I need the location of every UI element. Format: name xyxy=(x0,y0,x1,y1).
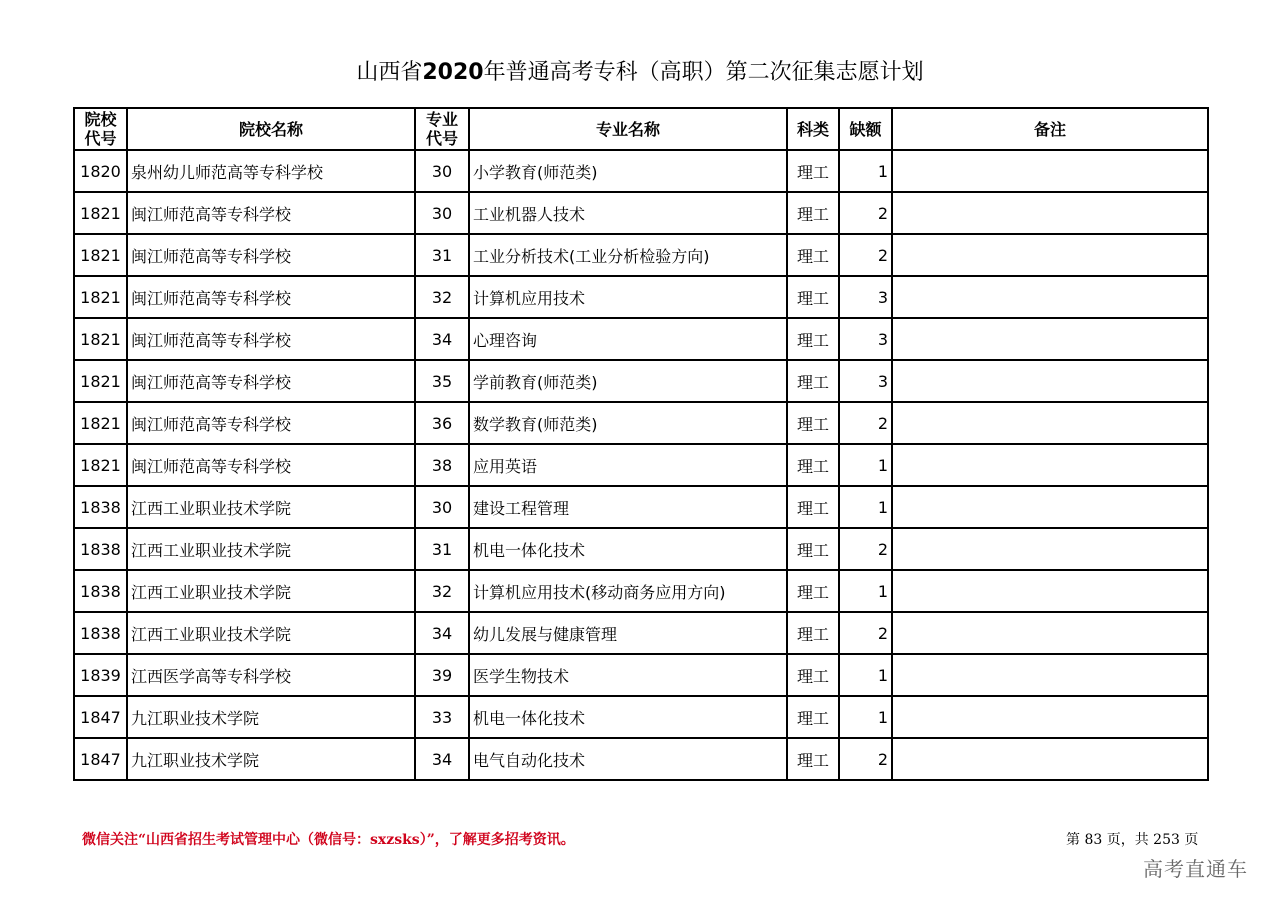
cell-major-code: 33 xyxy=(415,696,469,738)
cell-note xyxy=(892,234,1208,276)
cell-note xyxy=(892,276,1208,318)
cell-major-name: 小学教育(师范类) xyxy=(469,150,787,192)
table-row xyxy=(74,570,1208,612)
cell-category: 理工 xyxy=(787,738,839,780)
cell-major-name: 建设工程管理 xyxy=(469,486,787,528)
cell-category: 理工 xyxy=(787,150,839,192)
cell-quota: 2 xyxy=(839,528,892,570)
cell-school-code: 1820 xyxy=(74,150,127,192)
cell-school-code: 1847 xyxy=(74,696,127,738)
cell-quota: 1 xyxy=(839,696,892,738)
title-year: 2020 xyxy=(422,60,484,85)
cell-category: 理工 xyxy=(787,696,839,738)
cell-major-code: 31 xyxy=(415,528,469,570)
cell-school-name: 江西工业职业技术学院 xyxy=(127,528,415,570)
header-school-code: 院校 代号 xyxy=(74,108,127,150)
cell-school-code: 1821 xyxy=(74,360,127,402)
cell-note xyxy=(892,402,1208,444)
cell-major-code: 30 xyxy=(415,150,469,192)
cell-quota: 1 xyxy=(839,654,892,696)
cell-school-name: 泉州幼儿师范高等专科学校 xyxy=(127,150,415,192)
table-row xyxy=(74,528,1208,570)
cell-school-code: 1838 xyxy=(74,528,127,570)
cell-school-code: 1821 xyxy=(74,234,127,276)
cell-school-name: 闽江师范高等专科学校 xyxy=(127,360,415,402)
cell-school-name: 江西工业职业技术学院 xyxy=(127,486,415,528)
cell-quota: 1 xyxy=(839,486,892,528)
cell-school-code: 1847 xyxy=(74,738,127,780)
cell-quota: 2 xyxy=(839,612,892,654)
cell-school-name: 闽江师范高等专科学校 xyxy=(127,318,415,360)
cell-school-name: 闽江师范高等专科学校 xyxy=(127,444,415,486)
cell-category: 理工 xyxy=(787,654,839,696)
cell-note xyxy=(892,444,1208,486)
cell-category: 理工 xyxy=(787,318,839,360)
wechat-notice: 微信关注“山西省招生考试管理中心（微信号：sxzsks）”，了解更多招考资讯。 xyxy=(82,832,575,848)
cell-school-code: 1821 xyxy=(74,276,127,318)
cell-school-name: 闽江师范高等专科学校 xyxy=(127,276,415,318)
cell-category: 理工 xyxy=(787,570,839,612)
cell-category: 理工 xyxy=(787,528,839,570)
cell-school-name: 江西工业职业技术学院 xyxy=(127,612,415,654)
cell-category: 理工 xyxy=(787,360,839,402)
header-quota: 缺额 xyxy=(839,108,892,150)
cell-major-name: 计算机应用技术(移动商务应用方向) xyxy=(469,570,787,612)
table-header-row xyxy=(74,108,1208,150)
table-row xyxy=(74,444,1208,486)
cell-major-code: 34 xyxy=(415,738,469,780)
cell-major-name: 应用英语 xyxy=(469,444,787,486)
cell-major-code: 30 xyxy=(415,192,469,234)
cell-major-name: 数学教育(师范类) xyxy=(469,402,787,444)
title-prefix: 山西省 xyxy=(356,60,423,85)
table-row xyxy=(74,192,1208,234)
cell-major-code: 39 xyxy=(415,654,469,696)
cell-note xyxy=(892,486,1208,528)
table-row xyxy=(74,486,1208,528)
cell-note xyxy=(892,360,1208,402)
cell-school-code: 1839 xyxy=(74,654,127,696)
cell-school-name: 闽江师范高等专科学校 xyxy=(127,192,415,234)
cell-quota: 3 xyxy=(839,318,892,360)
cell-school-code: 1821 xyxy=(74,444,127,486)
page-title xyxy=(0,58,1280,88)
header-note: 备注 xyxy=(892,108,1208,150)
cell-quota: 1 xyxy=(839,444,892,486)
cell-quota: 3 xyxy=(839,276,892,318)
table-row xyxy=(74,360,1208,402)
table-row xyxy=(74,696,1208,738)
table-row xyxy=(74,738,1208,780)
cell-major-code: 32 xyxy=(415,276,469,318)
cell-school-name: 闽江师范高等专科学校 xyxy=(127,402,415,444)
table-row xyxy=(74,654,1208,696)
cell-category: 理工 xyxy=(787,192,839,234)
cell-major-code: 34 xyxy=(415,612,469,654)
cell-school-name: 江西工业职业技术学院 xyxy=(127,570,415,612)
cell-note xyxy=(892,654,1208,696)
cell-school-name: 江西医学高等专科学校 xyxy=(127,654,415,696)
cell-school-code: 1821 xyxy=(74,402,127,444)
cell-category: 理工 xyxy=(787,486,839,528)
table-row xyxy=(74,150,1208,192)
cell-note xyxy=(892,150,1208,192)
cell-major-name: 工业机器人技术 xyxy=(469,192,787,234)
table-row xyxy=(74,234,1208,276)
cell-quota: 2 xyxy=(839,402,892,444)
watermark: 高考直通车 xyxy=(1143,857,1248,881)
header-major-name: 专业名称 xyxy=(469,108,787,150)
cell-major-code: 35 xyxy=(415,360,469,402)
cell-note xyxy=(892,192,1208,234)
cell-quota: 2 xyxy=(839,192,892,234)
cell-school-code: 1821 xyxy=(74,318,127,360)
cell-school-code: 1838 xyxy=(74,570,127,612)
cell-major-code: 34 xyxy=(415,318,469,360)
cell-quota: 1 xyxy=(839,570,892,612)
cell-major-name: 工业分析技术(工业分析检验方向) xyxy=(469,234,787,276)
header-school-name: 院校名称 xyxy=(127,108,415,150)
cell-note xyxy=(892,570,1208,612)
table-row xyxy=(74,612,1208,654)
table-row xyxy=(74,402,1208,444)
cell-major-code: 32 xyxy=(415,570,469,612)
cell-major-name: 幼儿发展与健康管理 xyxy=(469,612,787,654)
cell-note xyxy=(892,696,1208,738)
cell-school-code: 1838 xyxy=(74,486,127,528)
cell-note xyxy=(892,318,1208,360)
cell-note xyxy=(892,612,1208,654)
cell-category: 理工 xyxy=(787,234,839,276)
cell-major-code: 31 xyxy=(415,234,469,276)
cell-quota: 2 xyxy=(839,738,892,780)
plan-table xyxy=(73,107,1209,781)
cell-note xyxy=(892,528,1208,570)
cell-school-name: 闽江师范高等专科学校 xyxy=(127,234,415,276)
cell-school-name: 九江职业技术学院 xyxy=(127,738,415,780)
cell-major-name: 电气自动化技术 xyxy=(469,738,787,780)
table-row xyxy=(74,276,1208,318)
cell-category: 理工 xyxy=(787,402,839,444)
cell-category: 理工 xyxy=(787,612,839,654)
cell-school-code: 1838 xyxy=(74,612,127,654)
cell-quota: 2 xyxy=(839,234,892,276)
cell-major-name: 医学生物技术 xyxy=(469,654,787,696)
cell-school-code: 1821 xyxy=(74,192,127,234)
cell-major-name: 学前教育(师范类) xyxy=(469,360,787,402)
page-number: 第 83 页，共 253 页 xyxy=(1066,832,1199,848)
cell-major-name: 计算机应用技术 xyxy=(469,276,787,318)
cell-major-code: 36 xyxy=(415,402,469,444)
table-row xyxy=(74,318,1208,360)
cell-quota: 3 xyxy=(839,360,892,402)
header-category: 科类 xyxy=(787,108,839,150)
cell-category: 理工 xyxy=(787,444,839,486)
title-suffix: 年普通高考专科（高职）第二次征集志愿计划 xyxy=(483,60,924,85)
cell-major-name: 机电一体化技术 xyxy=(469,696,787,738)
cell-major-name: 机电一体化技术 xyxy=(469,528,787,570)
cell-category: 理工 xyxy=(787,276,839,318)
cell-major-code: 38 xyxy=(415,444,469,486)
cell-note xyxy=(892,738,1208,780)
cell-major-name: 心理咨询 xyxy=(469,318,787,360)
cell-major-code: 30 xyxy=(415,486,469,528)
header-major-code: 专业 代号 xyxy=(415,108,469,150)
cell-school-name: 九江职业技术学院 xyxy=(127,696,415,738)
cell-quota: 1 xyxy=(839,150,892,192)
